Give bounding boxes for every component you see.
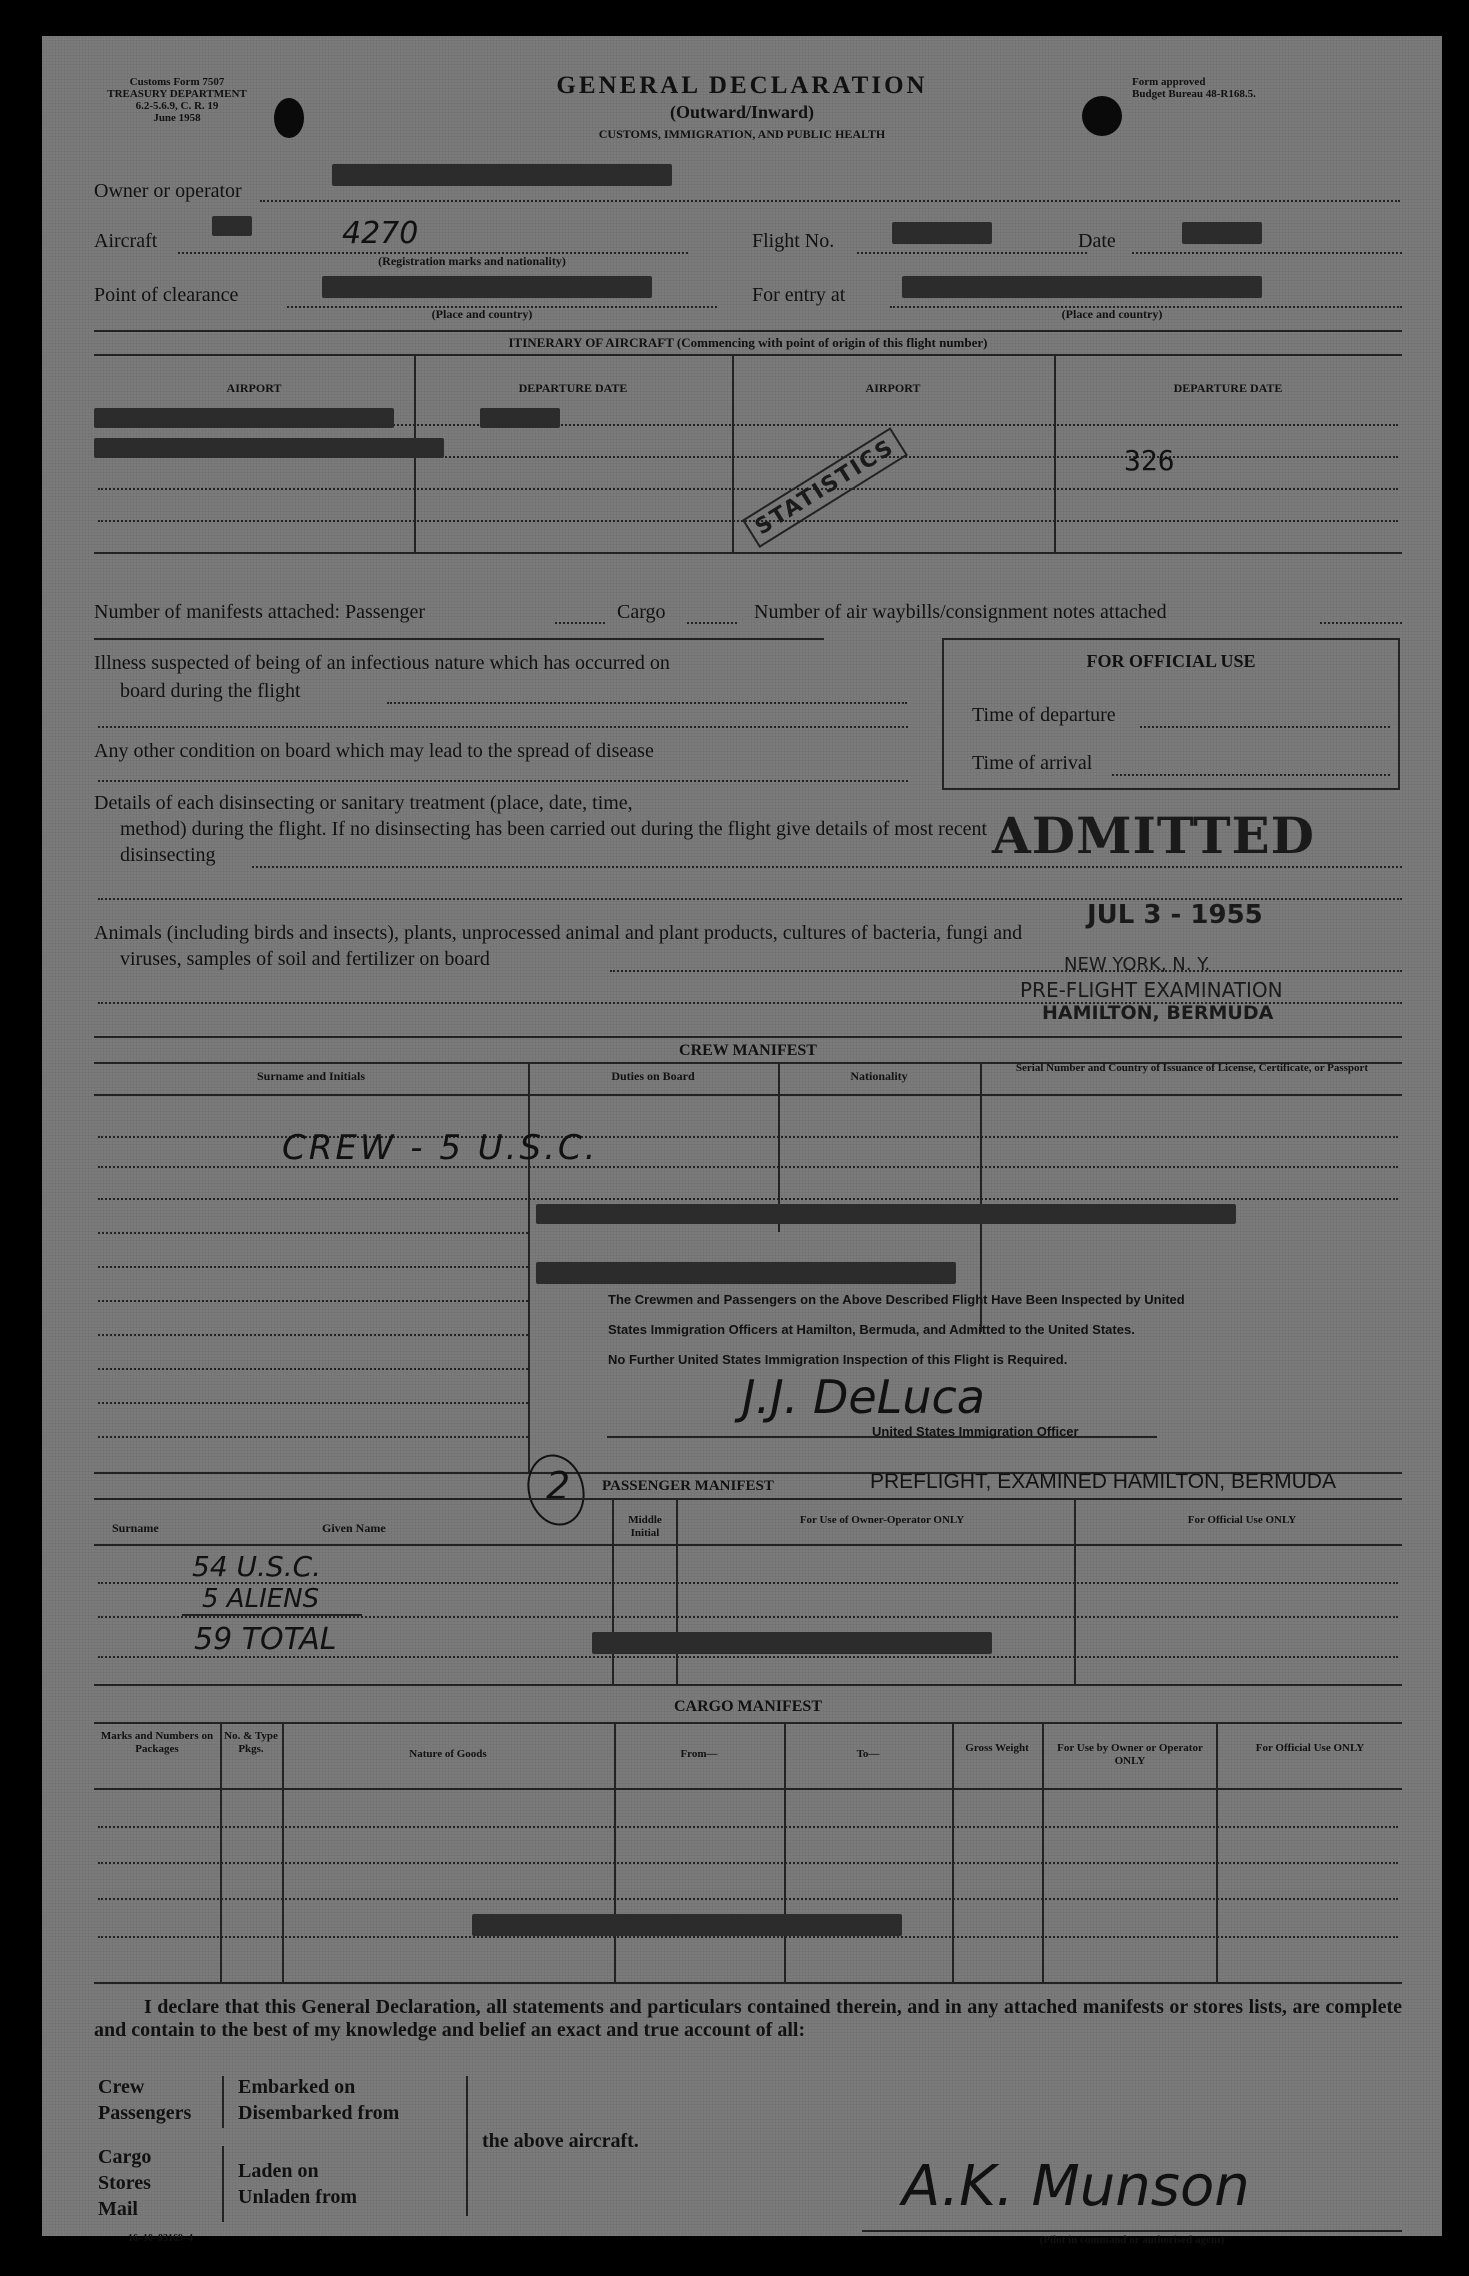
cargo-row-line (98, 1898, 1398, 1900)
crew-row-line (98, 1436, 528, 1438)
preflight-location: HAMILTON, BERMUDA (1042, 1002, 1274, 1024)
statistics-stamp: STATISTICS (742, 427, 908, 548)
itinerary-airport-2: La Guardia Field, NY (94, 438, 444, 458)
date-line (1132, 252, 1402, 254)
crew-subheader-rule (94, 1094, 1402, 1096)
time-of-arrival-line (1112, 774, 1390, 776)
crew-row-line (98, 1232, 528, 1234)
cargo-divider (1216, 1722, 1218, 1982)
itinerary-col-departure: DEPARTURE DATE (1173, 381, 1283, 395)
cargo-col-official: For Official Use ONLY (1255, 1742, 1365, 1754)
crew-row-line (98, 1368, 528, 1370)
passenger-col-initial: Middle Initial (628, 1514, 662, 1539)
registration-note: (Registration marks and nationality) (378, 254, 566, 268)
form-id-block: Customs Form 7507 TREASURY DEPARTMENT 6.2-5.6.9, C. R. 19 June 1958 (107, 76, 247, 124)
declaration-text: I declare that this General Declaration, all statements and particulars contained therein, and in any attached manifests or stores lists, are complete and contain to the best of my knowledge and belief an exact and true account of all: (94, 1996, 1402, 2041)
passenger-handwritten-3: 59 TOTAL (194, 1622, 337, 1657)
itinerary-title: ITINERARY OF AIRCRAFT (Commencing with point of origin of this flight number) (508, 335, 988, 350)
cargo-divider (784, 1722, 786, 1982)
animals-label: Animals (including birds and insects), plants, unprocessed animal and plant products, cultures of bacteria, fungi and (94, 922, 1023, 944)
itinerary-bottom-rule (94, 552, 1402, 554)
illness-label: Illness suspected of being of an infectious nature which has occurred on (94, 652, 670, 674)
owner-line (260, 200, 1400, 202)
immigration-officer-signature: J.J. DeLuca (742, 1370, 985, 1424)
time-of-arrival-label: Time of arrival (972, 752, 1093, 774)
crew-typed-line-2: As Per Attached Manifest (536, 1262, 956, 1284)
official-use-title: FOR OFFICIAL USE (1086, 651, 1256, 671)
admitted-city: NEW YORK, N. Y. (1064, 954, 1211, 975)
cargo-typed: AS PER ATTACHED MANIFEST (472, 1914, 902, 1936)
itinerary-airport-1: Kindley Field, Bda (94, 408, 394, 428)
flight-label: Flight No. (752, 230, 835, 252)
aircraft-prefix: N (212, 216, 252, 236)
cargo-row-line (98, 1862, 1398, 1864)
decl-passengers: Passengers (98, 2102, 192, 2124)
form-title: GENERAL DECLARATION (556, 72, 928, 99)
cargo-row-line (98, 1826, 1398, 1828)
crew-top-rule (94, 1036, 1402, 1038)
crew-typed-line-1: Crew Bagg Done --------------- Stru (536, 1204, 1236, 1224)
passenger-subheader-rule (94, 1544, 1402, 1546)
passenger-handwritten-1: 54 U.S.C. (192, 1550, 322, 1583)
details-line (252, 866, 1402, 868)
decl-mail: Mail (98, 2198, 138, 2220)
form-agencies: CUSTOMS, IMMIGRATION, AND PUBLIC HEALTH (598, 127, 886, 141)
pilot-signature: A.K. Munson (902, 2154, 1250, 2219)
crew-col-surname: Surname and Initials (256, 1069, 366, 1083)
decl-bracket (222, 2076, 224, 2128)
cargo-bottom-rule (94, 1982, 1402, 1984)
crew-row-line (98, 1334, 528, 1336)
owner-label: Owner or operator (94, 180, 242, 202)
other-condition-label: Any other condition on board which may lead to the spread of disease (94, 740, 654, 762)
cargo-title: CARGO MANIFEST (673, 1698, 822, 1715)
cargo-divider (282, 1722, 284, 1982)
details-label-3: disinsecting (120, 844, 216, 866)
manifests-rule (94, 638, 824, 640)
date-label: Date (1078, 230, 1116, 252)
passenger-row-line (98, 1582, 1398, 1584)
passenger-col-given: Given Name (322, 1521, 386, 1535)
pilot-signature-line (862, 2230, 1402, 2232)
crew-col-serial: Serial Number and Country of Issuance of License, Certificate, or Passport (1015, 1062, 1369, 1074)
crew-certification-line-1: The Crewmen and Passengers on the Above Described Flight Have Been Inspected by United (608, 1292, 1185, 1307)
date-value: 7/3/55 (1182, 222, 1262, 244)
passenger-col-official: For Official Use ONLY (1187, 1514, 1297, 1526)
animals-label-2: viruses, samples of soil and fertilizer on board (120, 948, 490, 970)
decl-above-aircraft: the above aircraft. (482, 2130, 639, 2152)
passenger-handwritten-2: 5 ALIENS (202, 1584, 320, 1614)
cargo-col-gross: Gross Weight (965, 1742, 1029, 1754)
cargo-divider (614, 1722, 616, 1982)
decl-disembarked: Disembarked from (238, 2102, 400, 2124)
cargo-divider (952, 1722, 954, 1982)
crew-certification-line-2: States Immigration Officers at Hamilton, Bermuda, and Admitted to the United States. (608, 1322, 1135, 1337)
itinerary-row-line (98, 488, 1398, 490)
illness-line (387, 702, 907, 704)
passenger-preflight-stamp: PREFLIGHT, EXAMINED HAMILTON, BERMUDA (870, 1470, 1336, 1493)
passenger-header-rule (94, 1498, 1402, 1500)
form-approved: Form approved Budget Bureau 48-R168.5. (1132, 76, 1256, 100)
cargo-col-nature: Nature of Goods (409, 1748, 487, 1760)
admitted-date: JUL 3 - 1955 (1087, 900, 1263, 930)
passenger-bottom-rule (94, 1684, 1402, 1686)
decl-cargo: Cargo (98, 2146, 152, 2168)
decl-bracket (222, 2146, 224, 2222)
entry-label: For entry at (752, 284, 846, 306)
manifests-label: Number of manifests attached: Passenger (94, 601, 426, 623)
cargo-header-rule (94, 1722, 1402, 1724)
cargo-count-label: Cargo (617, 601, 666, 623)
cargo-divider (1042, 1722, 1044, 1982)
crew-certification-line-3: No Further United States Immigration Inspection of this Flight is Required. (608, 1352, 1068, 1367)
aircraft-label: Aircraft (94, 230, 158, 252)
crew-row-line (98, 1198, 1398, 1200)
illness-label-2: board during the flight (120, 680, 301, 702)
waybills-line (1320, 622, 1402, 624)
passenger-col-owner: For Use of Owner-Operator ONLY (799, 1514, 965, 1526)
entry-place-note: (Place and country) (1061, 307, 1163, 321)
other-condition-line (98, 780, 908, 782)
passenger-count-line (555, 622, 605, 624)
itinerary-top-rule (94, 330, 1402, 332)
cargo-subheader-rule (94, 1788, 1402, 1790)
flight-value: 103/93 (892, 222, 992, 244)
preflight-examination: PRE-FLIGHT EXAMINATION (1020, 978, 1283, 1002)
time-of-departure-line (1140, 726, 1390, 728)
cargo-col-marks: Marks and Numbers on Packages (100, 1730, 214, 1755)
crew-row-line (98, 1266, 528, 1268)
crew-handwritten: CREW - 5 U.S.C. (282, 1128, 599, 1168)
itinerary-col-airport: AIRPORT (226, 381, 282, 395)
passenger-col-surname: Surname (112, 1521, 159, 1535)
illness-line (98, 726, 908, 728)
form-footer-number: 16–10–83169–4 (128, 2233, 193, 2244)
immigration-officer-label: United States Immigration Officer (872, 1424, 1079, 1439)
decl-embarked: Embarked on (238, 2076, 356, 2098)
decl-unladen: Unladen from (238, 2186, 358, 2208)
general-declaration-form (42, 36, 1442, 2246)
passenger-typed: As Per Attached Manifest (592, 1632, 992, 1654)
details-label-2: method) during the flight. If no disinsecting has been carried out during the flight give details of most recent (120, 818, 988, 840)
passenger-row-line (98, 1656, 1398, 1658)
itinerary-col-departure: DEPARTURE DATE (518, 381, 628, 395)
cargo-count-line (687, 622, 737, 624)
clearance-label: Point of clearance (94, 284, 239, 306)
details-label: Details of each disinsecting or sanitary treatment (place, date, time, (94, 792, 633, 814)
entry-value: La Guardia Field, NY (902, 276, 1262, 298)
waybills-label: Number of air waybills/consignment notes attached (754, 601, 1167, 623)
pilot-label: (Pilot in command or authorised agent) (1039, 2234, 1225, 2246)
itinerary-header-rule (94, 354, 1402, 356)
punch-hole (274, 98, 304, 138)
decl-stores: Stores (98, 2172, 151, 2194)
admitted-stamp: ADMITTED (992, 806, 1315, 865)
cargo-col-from: From— (680, 1748, 718, 1760)
passenger-title: PASSENGER MANIFEST (602, 1478, 774, 1494)
passenger-row-line (98, 1616, 1398, 1618)
crew-col-duties: Duties on Board (611, 1069, 695, 1083)
cargo-row-line (98, 1936, 1398, 1938)
itinerary-col-airport: AIRPORT (865, 381, 921, 395)
aircraft-value: 4270 (342, 216, 419, 251)
cargo-divider (220, 1722, 222, 1982)
form-subtitle: (Outward/Inward) (669, 102, 814, 122)
itinerary-number: 326 (1124, 444, 1175, 477)
decl-laden: Laden on (238, 2160, 319, 2182)
time-of-departure-label: Time of departure (972, 704, 1116, 726)
crew-divider (528, 1062, 530, 1472)
animals-line (610, 970, 1402, 972)
cargo-col-owner: For Use by Owner or Operator ONLY (1057, 1742, 1203, 1767)
crew-row-line (98, 1300, 528, 1302)
clearance-value: Kindley Field, Bda (322, 276, 652, 298)
owner-value: Colonial Airlines Inc (332, 164, 672, 186)
itinerary-date-1: 7/3/55 (480, 408, 560, 428)
crew-col-nationality: Nationality (850, 1069, 908, 1083)
crew-row-line (98, 1402, 528, 1404)
decl-crew: Crew (98, 2076, 145, 2098)
cargo-col-no: No. & Type Pkgs. (224, 1730, 278, 1755)
clearance-place-note: (Place and country) (431, 307, 533, 321)
cargo-col-to: To— (856, 1748, 880, 1760)
passenger-circle-number: 2 (546, 1464, 571, 1508)
flight-line (857, 252, 1087, 254)
decl-brace (466, 2076, 468, 2216)
crew-title: CREW MANIFEST (679, 1042, 817, 1059)
